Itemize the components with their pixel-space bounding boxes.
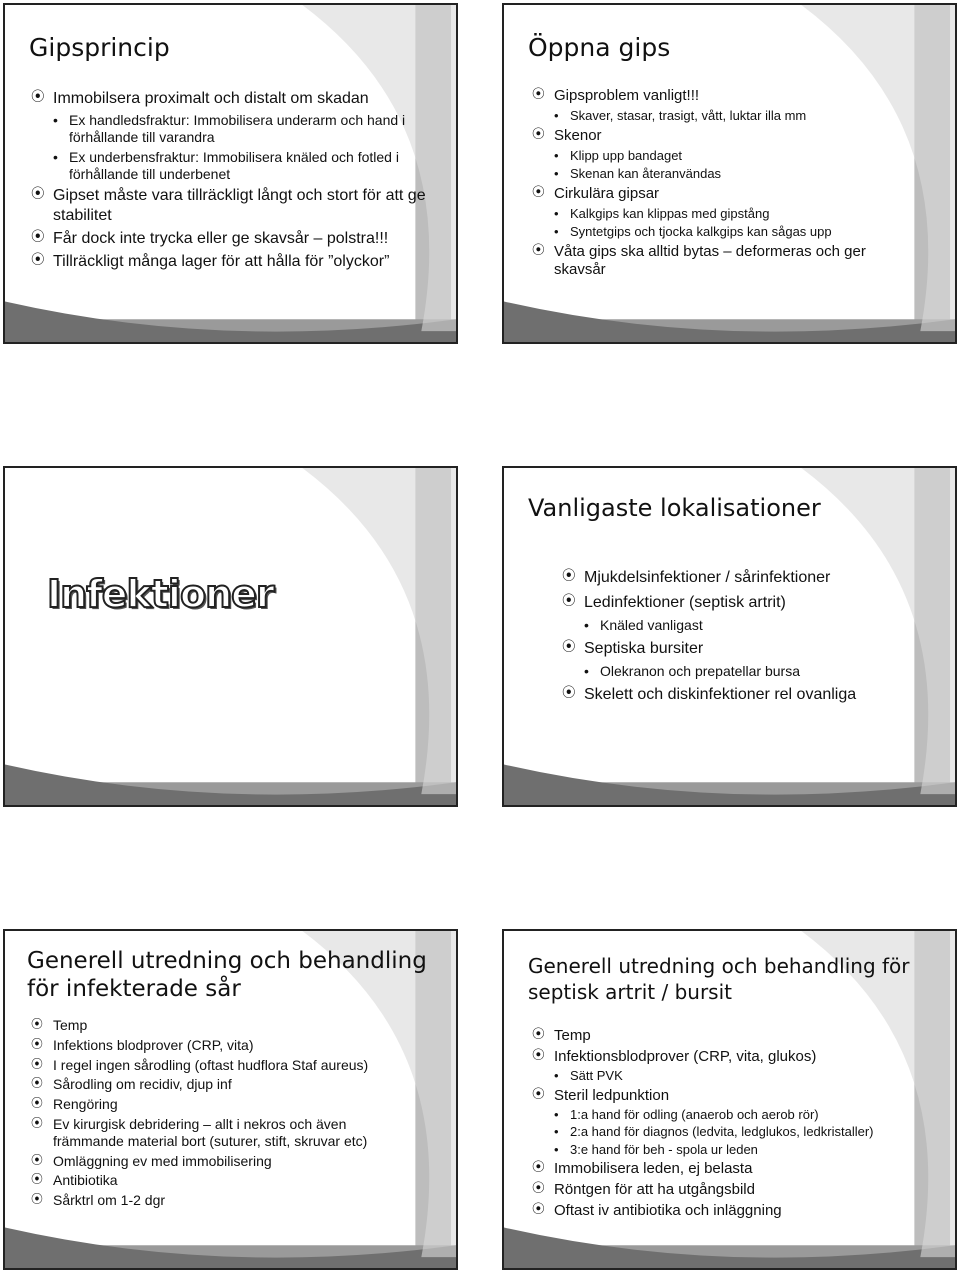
- bullet-item: ⦿ Oftast iv antibiotika och inläggning: [532, 1202, 902, 1220]
- bullet-item: ⦿ Steril ledpunktion: [532, 1087, 902, 1105]
- sub-bullet-item: • Klipp upp bandaget: [532, 148, 912, 164]
- bullet-item: ⦿ Gipsproblem vanligt!!!: [532, 87, 912, 105]
- bullet-item: ⦿ Temp: [31, 1017, 411, 1034]
- bullet-item: ⦿ Antibiotika: [31, 1172, 411, 1189]
- slide-septisk-artrit: [502, 929, 957, 1270]
- bullet-item: ⦿ Immobilsera proximalt och distalt om skadan: [31, 89, 439, 108]
- bullet-item: ⦿ Våta gips ska alltid bytas – deformeras och ger skavsår: [532, 243, 912, 279]
- bullet-item: ⦿ Gipset måste vara tillräckligt långt och stort för att ge stabilitet: [31, 186, 439, 224]
- slide-title: Generell utredning och behandling för infekterade sår: [27, 948, 427, 1003]
- slide-gipsprincip: [3, 3, 458, 344]
- bullet-item: ⦿ Infektionsblodprover (CRP, vita, glukos): [532, 1048, 902, 1066]
- bullet-item: ⦿ Immobilisera leden, ej belasta: [532, 1160, 902, 1178]
- sub-bullet-item: • Skenan kan återanvändas: [532, 166, 912, 182]
- bullet-item: ⦿ Skelett och diskinfektioner rel ovanliga: [562, 685, 942, 704]
- sub-bullet-item: • 2:a hand för diagnos (ledvita, ledglukos, ledkristaller): [532, 1124, 902, 1140]
- bullet-item: ⦿ Rengöring: [31, 1096, 411, 1113]
- slide-title: Generell utredning och behandling för septisk artrit / bursit: [528, 954, 910, 1004]
- sub-bullet-item: • Syntetgips och tjocka kalkgips kan sågas upp: [532, 224, 912, 240]
- sub-bullet-item: • 1:a hand för odling (anaerob och aerob rör): [532, 1107, 902, 1123]
- bullet-list: [562, 568, 942, 704]
- bullet-item: ⦿ Cirkulära gipsar: [532, 185, 912, 203]
- bullet-item: ⦿ Mjukdelsinfektioner / sårinfektioner: [562, 568, 942, 587]
- sub-bullet-item: • Kalkgips kan klippas med gipstång: [532, 206, 912, 222]
- bullet-list: [532, 1027, 902, 1220]
- bullet-item: ⦿ Omläggning ev med immobilisering: [31, 1153, 411, 1170]
- bullet-item: ⦿ Ev kirurgisk debridering – allt i nekros och även främmande material bort (suturer, stift, skruvar etc): [31, 1116, 411, 1150]
- slide-title: Gipsprincip: [29, 33, 170, 62]
- bullet-list: [532, 87, 912, 279]
- bullet-item: ⦿ Infektions blodprover (CRP, vita): [31, 1037, 411, 1054]
- sub-bullet-item: • Ex handledsfraktur: Immobilisera underarm och hand i förhållande till varandra: [31, 112, 439, 146]
- slide-title: Öppna gips: [528, 33, 671, 62]
- sub-bullet-item: • 3:e hand för beh - spola ur leden: [532, 1142, 902, 1158]
- slide-title: Vanligaste lokalisationer: [528, 494, 821, 522]
- sub-bullet-item: • Olekranon och prepatellar bursa: [562, 663, 942, 680]
- sub-bullet-item: • Knäled vanligast: [562, 617, 942, 634]
- bullet-item: ⦿ Får dock inte trycka eller ge skavsår – polstra!!!: [31, 229, 439, 248]
- bullet-list: [31, 89, 439, 271]
- bullet-item: ⦿ Sårktrl om 1-2 dgr: [31, 1192, 411, 1209]
- bullet-item: ⦿ Temp: [532, 1027, 902, 1045]
- bullet-item: ⦿ Ledinfektioner (septisk artrit): [562, 593, 942, 612]
- bullet-item: ⦿ Tillräckligt många lager för att hålla för ”olyckor”: [31, 252, 439, 271]
- section-title: Infektioner: [47, 572, 274, 616]
- slide-oppna-gips: [502, 3, 957, 344]
- bullet-item: ⦿ Röntgen för att ha utgångsbild: [532, 1181, 902, 1199]
- sub-bullet-item: • Skaver, stasar, trasigt, vått, luktar illa mm: [532, 108, 912, 124]
- bullet-item: ⦿ Skenor: [532, 127, 912, 145]
- slide-infektioner: [3, 466, 458, 807]
- bullet-item: ⦿ Sårodling om recidiv, djup inf: [31, 1076, 411, 1093]
- sub-bullet-item: • Sätt PVK: [532, 1068, 902, 1084]
- bullet-list: [31, 1017, 411, 1209]
- slide-infekterade-sar: [3, 929, 458, 1270]
- sub-bullet-item: • Ex underbensfraktur: Immobilisera knäled och fotled i förhållande till underbenet: [31, 149, 439, 183]
- bullet-item: ⦿ Septiska bursiter: [562, 639, 942, 658]
- bullet-item: ⦿ I regel ingen sårodling (oftast hudflora Staf aureus): [31, 1057, 411, 1074]
- slide-vanligaste-lokalisationer: [502, 466, 957, 807]
